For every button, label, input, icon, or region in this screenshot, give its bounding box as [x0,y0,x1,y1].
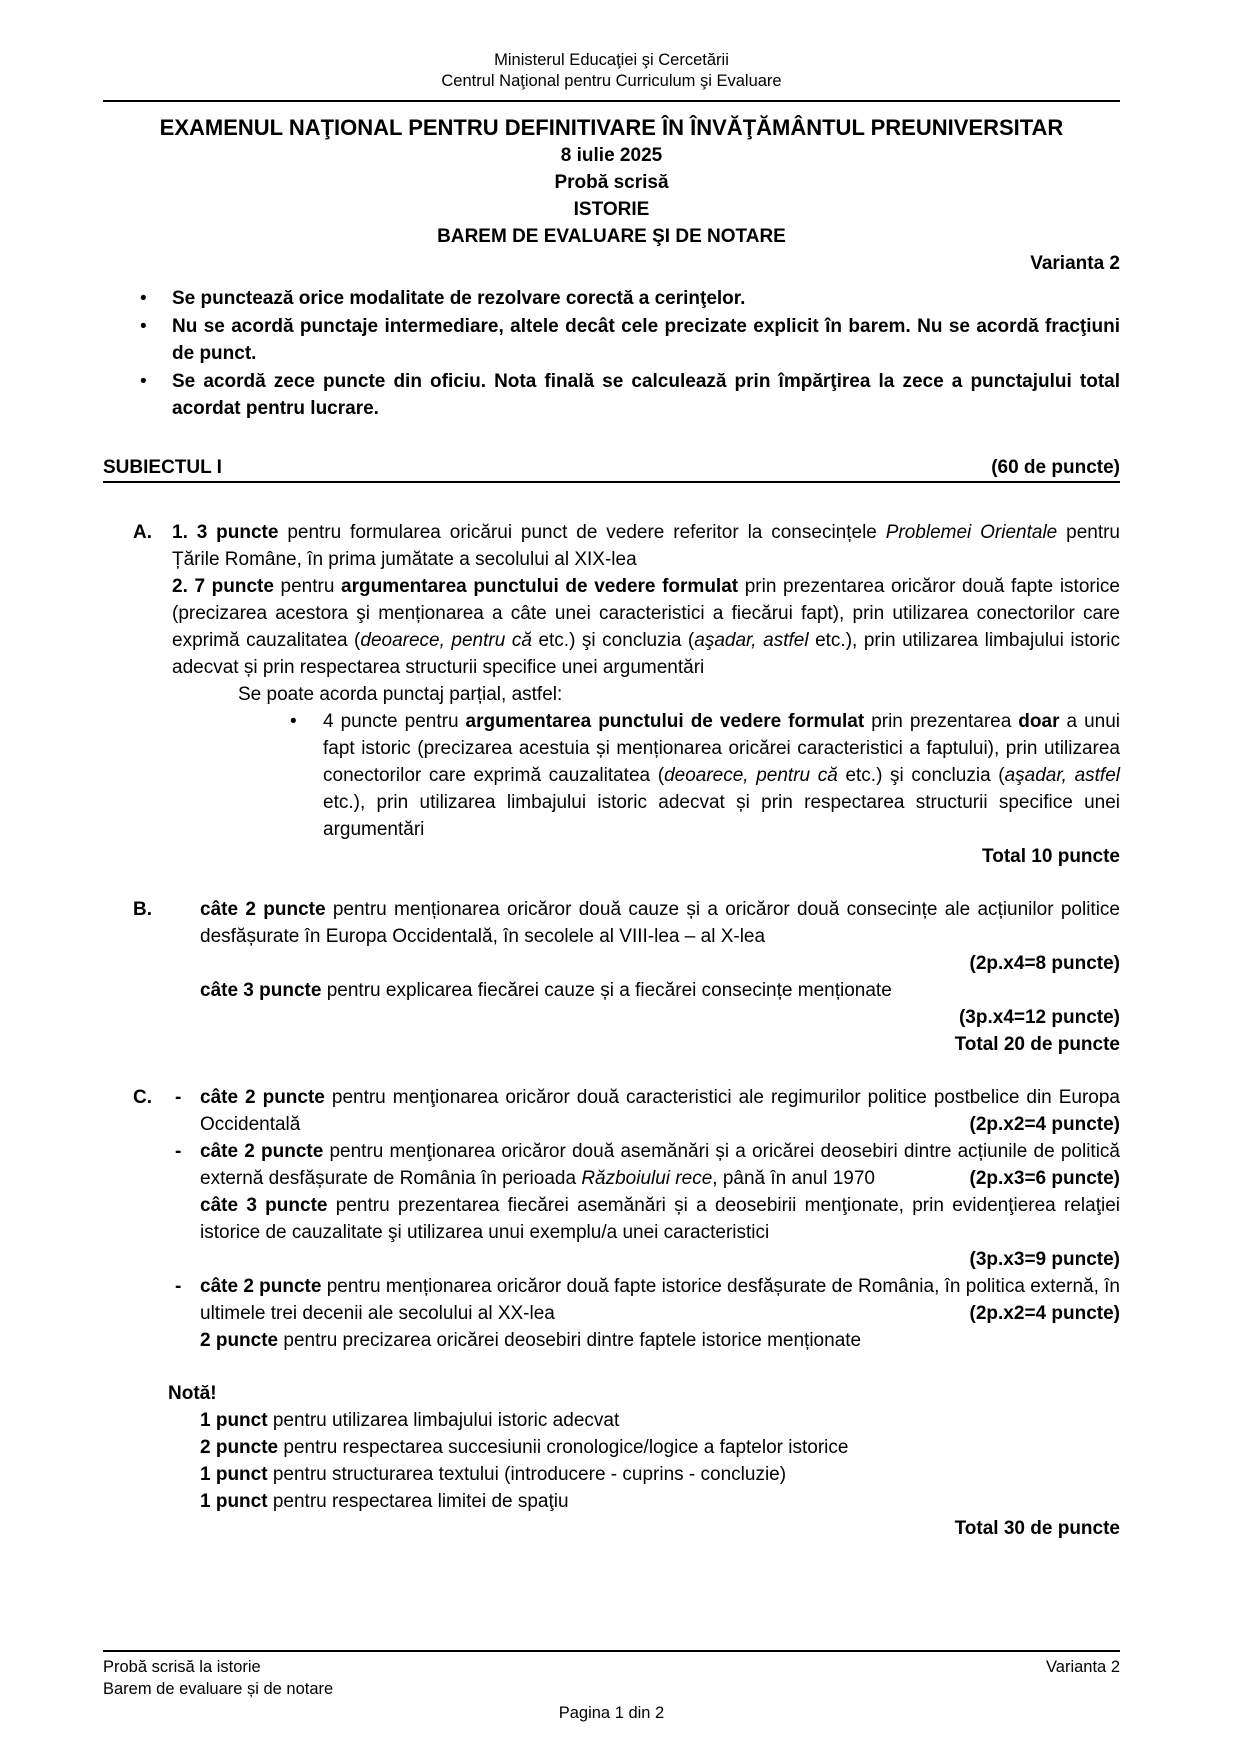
section-a [103,519,1120,870]
section-c-score-2b: (3p.x3=9 puncte) [969,1248,1120,1270]
header-divider [103,100,1120,102]
partial-score-bullet [172,708,1120,843]
section-b-item-2: câte 3 puncte pentru explicarea fiecărei cauze și a fiecărei consecințe menționate [200,979,892,1001]
general-rules [103,285,1120,423]
section-c-score-2: (2p.x3=6 puncte) [960,1165,1120,1192]
bullet-icon: • [140,288,147,309]
rule-text: Se acordă zece puncte din oficiu. Nota finală se calculează prin împărţirea la zece a punctajului total acordat pentru lucrare. [172,370,1120,419]
ministry-line: Ministerul Educaţiei şi Cercetării [494,51,729,69]
rule-text: Nu se acordă punctaje intermediare, altele decât cele precizate explicit în barem. Nu se acordă fracţiuni de punct. [172,315,1120,364]
subject1-points: (60 de puncte) [991,456,1120,478]
section-c-item-3b [200,1327,1120,1354]
bullet-icon: • [140,370,147,392]
partial-score-text: 4 puncte pentru argumentarea punctului de vedere formulat prin prezentarea doar a unui fapt istoric (precizarea acestuia și menționarea oricărei caracteristici a faptului), prin utilizarea conectorilor care exprimă cauzalitatea (deoarece, pentru că etc.) şi concluzia (aşadar, astfel etc.), prin utilizarea limbajului istoric adecvat și prin respectarea structurii specifice unei argumentări [323,710,1120,840]
section-c-score-3: (2p.x2=4 puncte) [960,1300,1120,1327]
footer-divider [103,1650,1120,1652]
bullet-icon: • [140,315,147,337]
section-b-score-2: (3p.x4=12 puncte) [958,1006,1120,1028]
exam-type: Probă scrisă [554,172,669,193]
dash-icon: - [175,1140,182,1162]
page-footer [103,1650,1120,1724]
section-c [103,1084,1120,1354]
section-c-item-3b-text: 2 puncte pentru precizarea oricărei deosebiri dintre faptele istorice menționate [200,1329,862,1351]
rule-item [103,368,1120,423]
exam-title: EXAMENUL NAŢIONAL PENTRU DEFINITIVARE ÎN ÎNVĂŢĂMÂNTUL PREUNIVERSITAR [159,115,1064,140]
barem-title: BAREM DE EVALUARE ŞI DE NOTARE [437,226,786,247]
nota-item: 1 punct pentru utilizarea limbajului istoric adecvat [200,1409,620,1431]
footer-variant: Varianta 2 [1046,1658,1120,1676]
subject1-heading-row [103,455,1120,483]
subject1-title: SUBIECTUL I [103,456,222,478]
section-b-label: B. [133,898,152,920]
center-line: Centrul Naţional pentru Curriculum şi Evaluare [441,72,782,90]
section-a-item-2: 2. 7 puncte pentru argumentarea punctului de vedere formulat prin prezentarea oricăror două fapte istorice (precizarea acestora şi menționarea a câte unei caracteristici a fiecărui fapt), prin utilizarea conectorilor care exprimă cauzalitatea (deoarece, pentru că etc.) şi concluzia (aşadar, astfel etc.), prin utilizarea limbajului istoric adecvat și prin respectarea structurii specifice unei argumentări [172,575,1120,678]
section-a-label: A. [133,521,152,543]
page-content [103,0,1120,1542]
nota-title: Notă! [168,1382,217,1404]
ministry-header [103,0,1120,92]
exam-subject: ISTORIE [573,199,650,220]
footer-page-number: Pagina 1 din 2 [558,1704,665,1722]
variant-label: Varianta 2 [1030,253,1120,274]
partial-score-note: Se poate acorda punctaj parțial, astfel: [238,683,563,705]
section-a-item-1: 1. 3 puncte pentru formularea oricărui punct de vedere referitor la consecințele Problemei Orientale pentru Țările Române, în prima jumătate a secolului al XIX-lea [172,521,1120,570]
rule-item [103,313,1120,368]
section-a-total: Total 10 puncte [982,845,1120,867]
dash-icon: - [175,1275,182,1297]
nota-item: 2 puncte pentru respectarea succesiunii cronologice/logice a faptelor istorice [200,1436,849,1458]
nota-block [103,1380,1120,1542]
section-c-item-2b-text: câte 3 puncte pentru prezentarea fiecărei asemănări și a deosebirii menţionate, prin evidenţierea relaţiei istorice de cauzalitate şi utilizarea unui exemplu/a unei caracteristici [200,1194,1121,1243]
section-b-item-1: câte 2 puncte pentru menționarea oricăror două cauze și a oricăror două consecințe ale acțiunilor politice desfășurate în Europa Occidentală, în secolele al VIII-lea – al X-lea [200,898,1120,947]
section-c-item-2 [175,1138,1120,1192]
title-block [103,114,1120,250]
bullet-icon: • [290,710,297,732]
section-c-item-3 [175,1273,1120,1327]
section-c-score-1: (2p.x2=4 puncte) [960,1111,1120,1138]
footer-barem: Barem de evaluare și de notare [103,1680,334,1698]
nota-item: 1 punct pentru structurarea textului (introducere - cuprins - concluzie) [200,1463,787,1485]
dash-icon: - [175,1086,182,1108]
exam-date: 8 iulie 2025 [560,145,663,166]
section-c-item-2b [200,1192,1120,1246]
section-c-item-1-text: câte 2 puncte pentru menţionarea oricăror două caracteristici ale regimurilor politice postbelice din Europa Occidentală [200,1086,1120,1135]
footer-proba: Probă scrisă la istorie [103,1658,261,1676]
section-b-total: Total 20 de puncte [954,1033,1120,1055]
nota-item: 1 punct pentru respectarea limitei de spaţiu [200,1490,569,1512]
section-c-item-3-text: câte 2 puncte pentru menționarea oricăror două fapte istorice desfășurate de România, în politica externă, în ultimele trei decenii ale secolului al XX-lea [200,1275,1120,1324]
footer-row [103,1656,1120,1678]
section-b [103,896,1120,1058]
rule-text: Se punctează orice modalitate de rezolvare corectă a cerinţelor. [172,288,746,309]
section-c-label: C. [133,1086,152,1108]
rule-item [103,285,1120,313]
nota-total: Total 30 de puncte [954,1517,1120,1539]
section-b-score-1: (2p.x4=8 puncte) [969,952,1120,974]
section-c-item-2-text: câte 2 puncte pentru menţionarea oricăror două asemănări și a oricărei deosebiri dintre acțiunile de politică externă desfășurate de România în perioada Războiului rece, până în anul 1970 [200,1140,1120,1189]
section-c-item-1 [175,1084,1120,1138]
